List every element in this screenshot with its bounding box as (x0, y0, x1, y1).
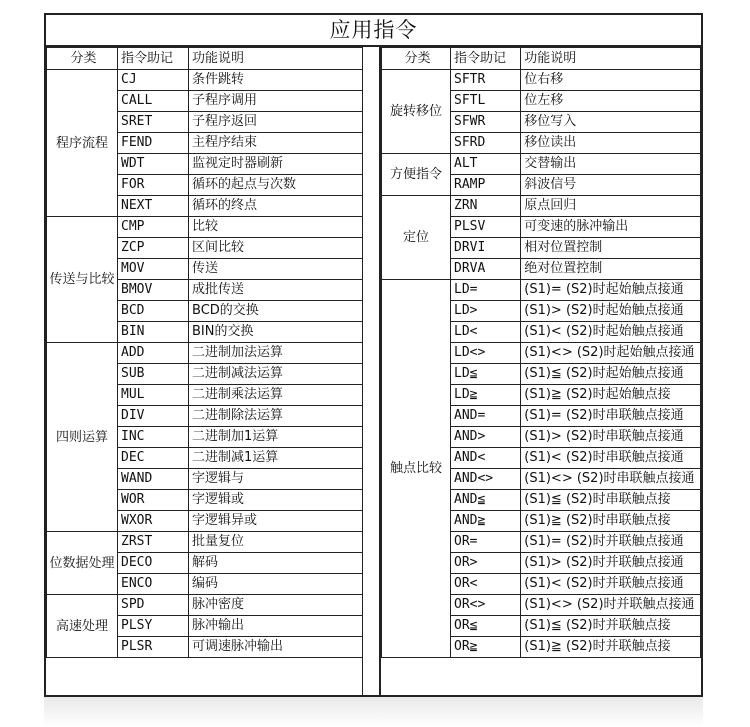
mnemonic-cell: SFWR (451, 112, 521, 133)
mnemonic-cell: PLSV (451, 217, 521, 238)
description-cell: 位左移 (521, 91, 701, 112)
mnemonic-cell: MUL (118, 385, 189, 406)
mnemonic-cell: AND< (451, 448, 521, 469)
description-cell: 监视定时器刷新 (189, 154, 363, 175)
description-cell: (S1)≦ (S2)时并联触点接 (521, 616, 701, 637)
instruction-table-frame (44, 13, 703, 697)
description-cell: 二进制加法运算 (189, 343, 363, 364)
description-cell: (S1)< (S2)时串联触点接通 (521, 448, 701, 469)
category-cell: 方便指令 (382, 154, 451, 196)
mnemonic-cell: ALT (451, 154, 521, 175)
table-row (382, 280, 701, 301)
mnemonic-cell: SPD (118, 595, 189, 616)
header-description: 功能说明 (189, 48, 363, 70)
mnemonic-cell: DIV (118, 406, 189, 427)
mnemonic-cell: NEXT (118, 196, 189, 217)
description-cell: 解码 (189, 553, 363, 574)
mnemonic-cell: DECO (118, 553, 189, 574)
description-cell: 主程序结束 (189, 133, 363, 154)
category-cell: 四则运算 (47, 343, 118, 532)
description-cell: 条件跳转 (189, 70, 363, 91)
description-cell: (S1)≦ (S2)时串联触点接 (521, 490, 701, 511)
mnemonic-cell: SFTR (451, 70, 521, 91)
description-cell: (S1)≧ (S2)时起始触点接 (521, 385, 701, 406)
description-cell: 成批传送 (189, 280, 363, 301)
mnemonic-cell: PLSR (118, 637, 189, 658)
mnemonic-cell: SRET (118, 112, 189, 133)
header-category: 分类 (47, 48, 118, 70)
mnemonic-cell: ZRST (118, 532, 189, 553)
description-cell: (S1)< (S2)时起始触点接通 (521, 322, 701, 343)
page-shadow (44, 697, 703, 727)
description-cell: 移位读出 (521, 133, 701, 154)
category-cell: 传送与比较 (47, 217, 118, 343)
mnemonic-cell: OR= (451, 532, 521, 553)
description-cell: 批量复位 (189, 532, 363, 553)
table-row (382, 154, 701, 175)
description-cell: 传送 (189, 259, 363, 280)
description-cell: 子程序返回 (189, 112, 363, 133)
table-title: 应用指令 (46, 15, 701, 47)
mnemonic-cell: OR≧ (451, 637, 521, 658)
description-cell: (S1)<> (S2)时起始触点接通 (521, 343, 701, 364)
header-category: 分类 (382, 48, 451, 70)
mnemonic-cell: ZCP (118, 238, 189, 259)
category-cell: 定位 (382, 196, 451, 280)
mnemonic-cell: PLSY (118, 616, 189, 637)
description-cell: (S1)< (S2)时并联触点接通 (521, 574, 701, 595)
description-cell: 字逻辑异或 (189, 511, 363, 532)
description-cell: 二进制减法运算 (189, 364, 363, 385)
description-cell: (S1)> (S2)时起始触点接通 (521, 301, 701, 322)
mnemonic-cell: WXOR (118, 511, 189, 532)
header-row (47, 48, 363, 70)
description-cell: 字逻辑或 (189, 490, 363, 511)
description-cell: 子程序调用 (189, 91, 363, 112)
mnemonic-cell: ADD (118, 343, 189, 364)
mnemonic-cell: OR≦ (451, 616, 521, 637)
mnemonic-cell: DRVA (451, 259, 521, 280)
description-cell: 二进制加1运算 (189, 427, 363, 448)
mnemonic-cell: LD<> (451, 343, 521, 364)
mnemonic-cell: CALL (118, 91, 189, 112)
mnemonic-cell: LD≧ (451, 385, 521, 406)
mnemonic-cell: BIN (118, 322, 189, 343)
description-cell: 原点回归 (521, 196, 701, 217)
description-cell: 循环的起点与次数 (189, 175, 363, 196)
right-table-body (382, 48, 701, 658)
description-cell: BIN的交换 (189, 322, 363, 343)
description-cell: 编码 (189, 574, 363, 595)
description-cell: 可调速脉冲输出 (189, 637, 363, 658)
mnemonic-cell: CMP (118, 217, 189, 238)
description-cell: 二进制乘法运算 (189, 385, 363, 406)
mnemonic-cell: AND≧ (451, 511, 521, 532)
description-cell: 脉冲密度 (189, 595, 363, 616)
category-cell: 程序流程 (47, 70, 118, 217)
mnemonic-cell: SFTL (451, 91, 521, 112)
table-row (382, 196, 701, 217)
description-cell: 交替输出 (521, 154, 701, 175)
mnemonic-cell: BMOV (118, 280, 189, 301)
mnemonic-cell: AND≦ (451, 490, 521, 511)
table-row (47, 70, 363, 91)
mnemonic-cell: FEND (118, 133, 189, 154)
header-mnemonic: 指令助记 (118, 48, 189, 70)
mnemonic-cell: AND= (451, 406, 521, 427)
mnemonic-cell: INC (118, 427, 189, 448)
description-cell: 位右移 (521, 70, 701, 91)
mnemonic-cell: OR> (451, 553, 521, 574)
column-divider (362, 47, 381, 697)
mnemonic-cell: CJ (118, 70, 189, 91)
description-cell: (S1)<> (S2)时并联触点接通 (521, 595, 701, 616)
mnemonic-cell: BCD (118, 301, 189, 322)
category-cell: 位数据处理 (47, 532, 118, 595)
mnemonic-cell: AND> (451, 427, 521, 448)
mnemonic-cell: OR<> (451, 595, 521, 616)
description-cell: (S1)≧ (S2)时并联触点接 (521, 637, 701, 658)
description-cell: 相对位置控制 (521, 238, 701, 259)
description-cell: 绝对位置控制 (521, 259, 701, 280)
left-instruction-table (46, 47, 363, 658)
mnemonic-cell: OR< (451, 574, 521, 595)
table-row (382, 70, 701, 91)
right-instruction-table (381, 47, 701, 658)
table-row (47, 532, 363, 553)
mnemonic-cell: MOV (118, 259, 189, 280)
table-row (47, 343, 363, 364)
description-cell: (S1)≧ (S2)时串联触点接 (521, 511, 701, 532)
header-mnemonic: 指令助记 (451, 48, 521, 70)
mnemonic-cell: DEC (118, 448, 189, 469)
mnemonic-cell: AND<> (451, 469, 521, 490)
mnemonic-cell: ZRN (451, 196, 521, 217)
mnemonic-cell: SFRD (451, 133, 521, 154)
description-cell: (S1)<> (S2)时串联触点接通 (521, 469, 701, 490)
mnemonic-cell: WDT (118, 154, 189, 175)
description-cell: 斜波信号 (521, 175, 701, 196)
description-cell: 比较 (189, 217, 363, 238)
table-row (47, 595, 363, 616)
description-cell: 移位写入 (521, 112, 701, 133)
description-cell: (S1)> (S2)时并联触点接通 (521, 553, 701, 574)
header-description: 功能说明 (521, 48, 701, 70)
description-cell: 字逻辑与 (189, 469, 363, 490)
description-cell: (S1)= (S2)时并联触点接通 (521, 532, 701, 553)
description-cell: 二进制减1运算 (189, 448, 363, 469)
category-cell: 触点比较 (382, 280, 451, 658)
description-cell: BCD的交换 (189, 301, 363, 322)
table-row (47, 217, 363, 238)
description-cell: 循环的终点 (189, 196, 363, 217)
mnemonic-cell: WOR (118, 490, 189, 511)
description-cell: 脉冲输出 (189, 616, 363, 637)
description-cell: 可变速的脉冲输出 (521, 217, 701, 238)
description-cell: (S1)= (S2)时起始触点接通 (521, 280, 701, 301)
description-cell: (S1)= (S2)时串联触点接通 (521, 406, 701, 427)
mnemonic-cell: LD> (451, 301, 521, 322)
mnemonic-cell: ENCO (118, 574, 189, 595)
mnemonic-cell: FOR (118, 175, 189, 196)
mnemonic-cell: SUB (118, 364, 189, 385)
mnemonic-cell: LD≦ (451, 364, 521, 385)
description-cell: (S1)≦ (S2)时起始触点接通 (521, 364, 701, 385)
category-cell: 高速处理 (47, 595, 118, 658)
category-cell: 旋转移位 (382, 70, 451, 154)
description-cell: (S1)> (S2)时串联触点接通 (521, 427, 701, 448)
mnemonic-cell: DRVI (451, 238, 521, 259)
mnemonic-cell: RAMP (451, 175, 521, 196)
mnemonic-cell: LD= (451, 280, 521, 301)
header-row (382, 48, 701, 70)
mnemonic-cell: LD< (451, 322, 521, 343)
description-cell: 二进制除法运算 (189, 406, 363, 427)
left-table-body (47, 48, 363, 658)
mnemonic-cell: WAND (118, 469, 189, 490)
description-cell: 区间比较 (189, 238, 363, 259)
